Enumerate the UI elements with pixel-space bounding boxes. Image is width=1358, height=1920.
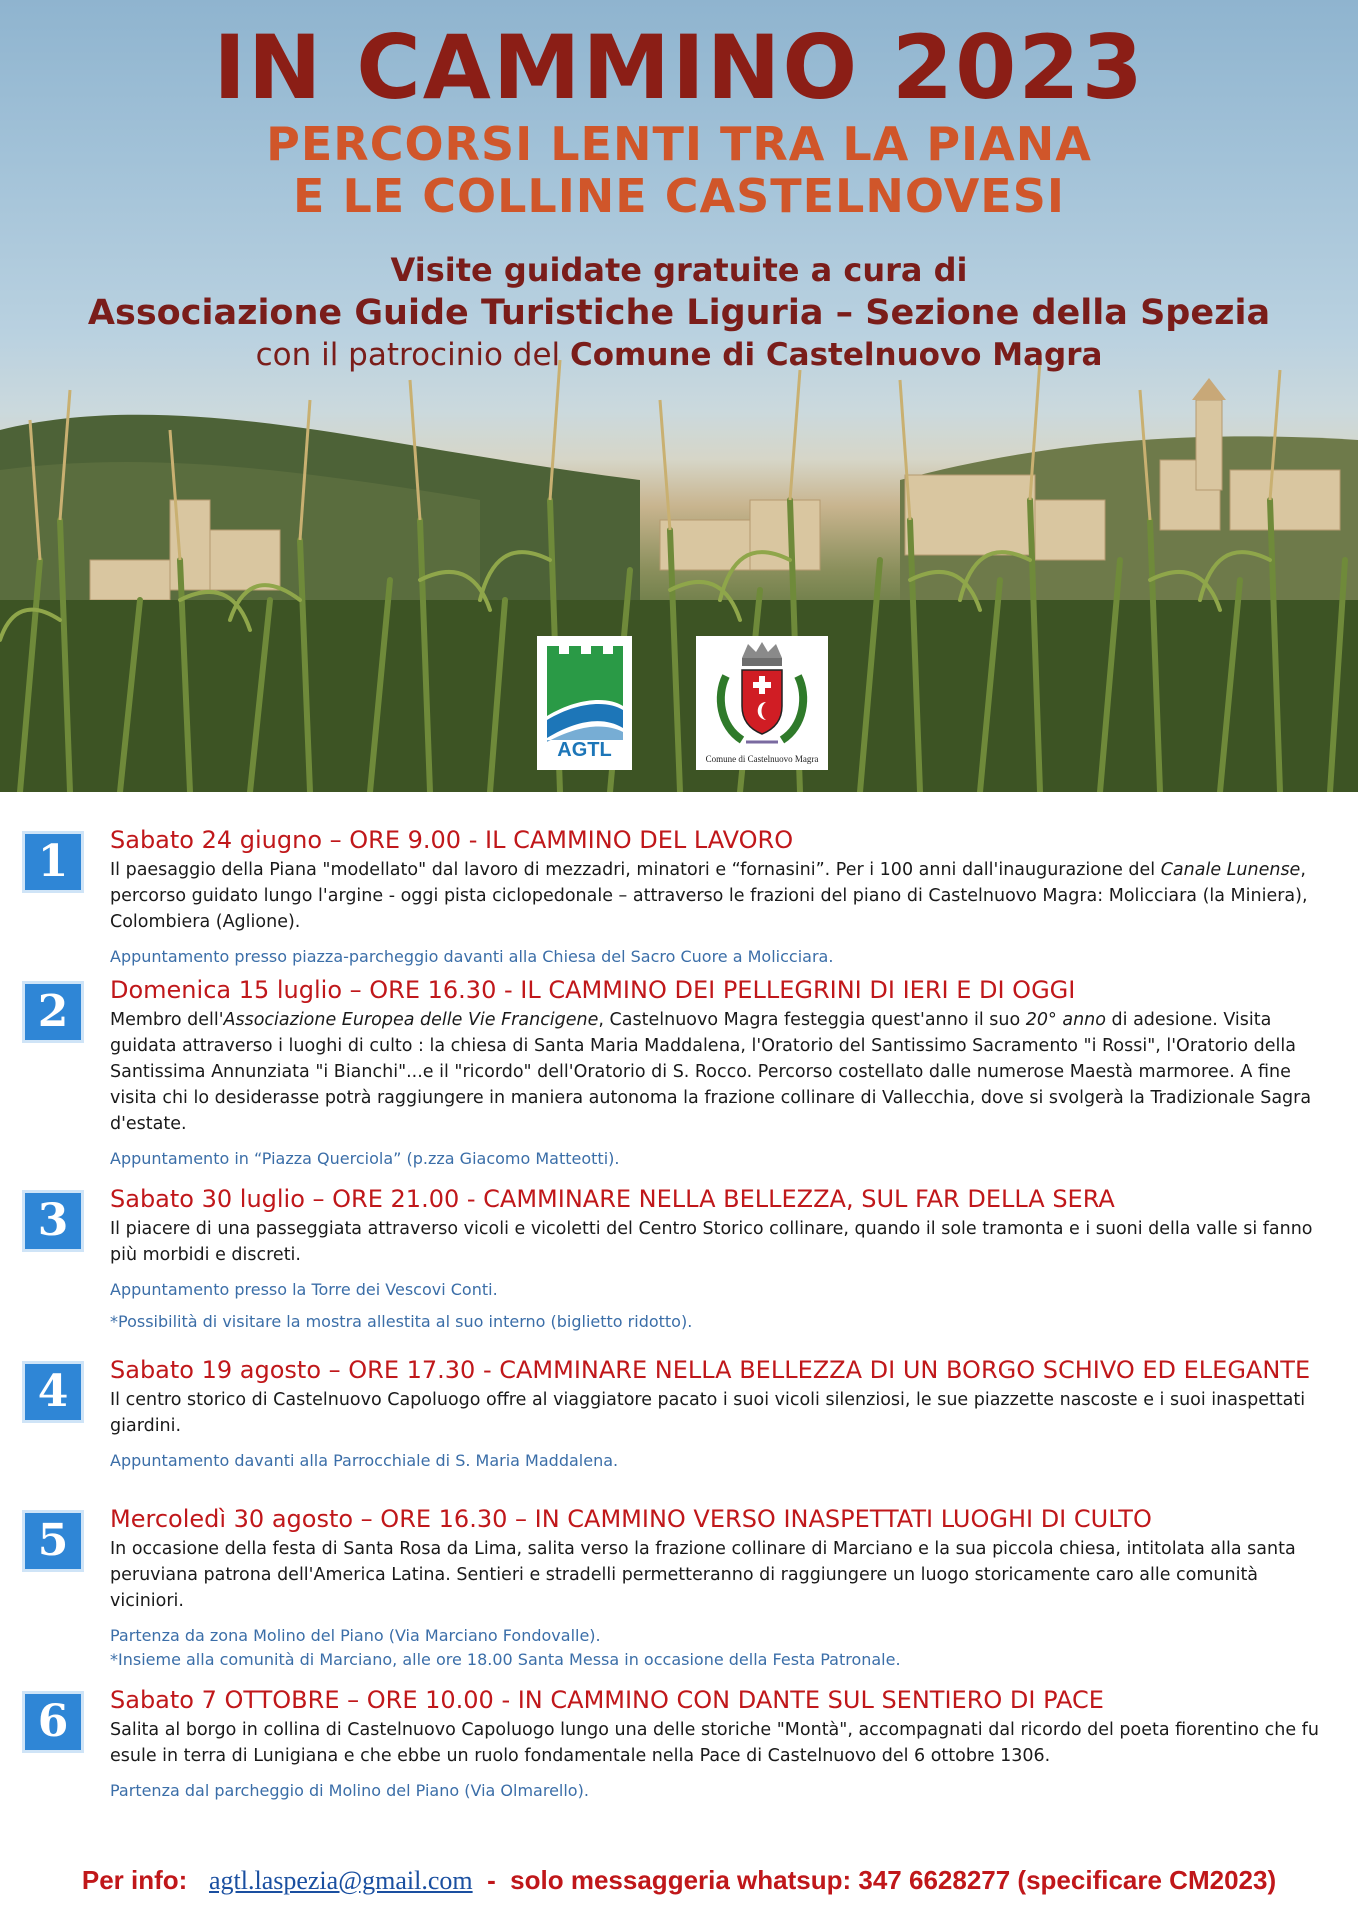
subtitle-line-1: PERCORSI LENTI TRA LA PIANA — [266, 117, 1092, 171]
intro-text: Visite guidate gratuite a cura di — [390, 251, 968, 289]
event-number-badge: 1 — [22, 831, 84, 893]
event-body — [110, 1685, 1336, 1803]
organizer-name: Associazione Guide Turistiche Liguria – Sezione della Spezia — [87, 293, 1271, 333]
event-title: Sabato 19 agosto – ORE 17.30 - CAMMINARE NELLA BELLEZZA DI UN BORGO SCHIVO ED ELEGANTE — [110, 1356, 1311, 1384]
event-description: Il piacere di una passeggiata attraverso vicoli e vicoletti del Centro Storico collinare, quando il sole tramonta e i suoni della valle si fanno più morbidi e discreti. — [110, 1219, 1313, 1265]
event-meeting-point: Partenza dal parcheggio di Molino del Piano (Via Olmarello). — [110, 1781, 589, 1800]
comune-logo-caption: Comune di Castelnuovo Magra — [705, 754, 819, 764]
event-description — [110, 1007, 1336, 1137]
poster-subtitle — [0, 118, 1358, 222]
event-meeting-point: Appuntamento davanti alla Parrocchiale di S. Maria Maddalena. — [110, 1451, 619, 1470]
event-description-text: , Castelnuovo Magra festeggia quest'anno il suo — [598, 1010, 1026, 1030]
event-number-badge: 3 — [22, 1190, 84, 1252]
event-meeting-point: Appuntamento in “Piazza Querciola” (p.zza Giacomo Matteotti). — [110, 1149, 620, 1168]
contact-prefix: Per info: — [81, 1865, 209, 1895]
contact-whatsapp: - solo messaggeria whatsup: 347 6628277 (specificare CM2023) — [472, 1865, 1277, 1895]
event-description-text: Il paesaggio della Piana "modellato" dal lavoro di mezzadri, minatori e “fornasini”. Per i 100 anni dall'inaugurazione del — [110, 860, 1161, 880]
event-extra-note: *Insieme alla comunità di Marciano, alle ore 18.00 Santa Messa in occasione della Festa Patronale. — [110, 1650, 901, 1669]
event-description-text: di adesione. Visita guidata attraverso i luoghi di culto : la chiesa di Santa Maria Maddalena, l'Oratorio del Santissimo Sacramento "i Rossi", l'Oratorio della Santissima Annunziata "i Bianchi"...e il "ricordo" dell'Oratorio di S. Rocco. Percorso costellato dalle numerose Maestà marmoree. A fine visita chi lo desiderasse potrà raggiungere in maniera autonoma la frazione collinare di Vallecchia, dove si svolgerà la Tradizionale Sagra d'estate. — [110, 1010, 1312, 1134]
coat-of-arms-icon — [696, 636, 828, 756]
event-description: Salita al borgo in collina di Castelnuovo Capoluogo lungo una delle storiche "Montà", accompagnati dal ricordo del poeta fiorentino che fu esule in terra di Lunigiana e che ebbe un ruolo fondamentale nella Pace di Castelnuovo del 6 ottobre 1306. — [110, 1720, 1319, 1766]
event-description-italic: Associazione Europea delle Vie Francigene — [223, 1010, 599, 1030]
event-title: Domenica 15 luglio – ORE 16.30 - IL CAMMINO DEI PELLEGRINI DI IERI E DI OGGI — [110, 976, 1076, 1004]
event-number-badge: 4 — [22, 1361, 84, 1423]
event-number-badge: 2 — [22, 981, 84, 1043]
event-title: Sabato 24 giugno – ORE 9.00 - IL CAMMINO DEL LAVORO — [110, 826, 794, 854]
event-body — [110, 1504, 1336, 1672]
contact-email-link[interactable]: agtl.laspezia@gmail.com — [208, 1866, 473, 1895]
event-title: Sabato 7 OTTOBRE – ORE 10.00 - IN CAMMINO CON DANTE SUL SENTIERO DI PACE — [110, 1686, 1104, 1714]
event-body — [110, 825, 1336, 969]
patronage-prefix: con il patrocinio del — [255, 337, 570, 373]
event-meeting-point: Appuntamento presso piazza-parcheggio davanti alla Chiesa del Sacro Cuore a Molicciara. — [110, 947, 834, 966]
event-body — [110, 1184, 1336, 1334]
event-title: Sabato 30 luglio – ORE 21.00 - CAMMINARE NELLA BELLEZZA, SUL FAR DELLA SERA — [110, 1185, 1115, 1213]
event-number-badge: 6 — [22, 1691, 84, 1753]
event-description: Il centro storico di Castelnuovo Capoluogo offre al viaggiatore pacato i suoi vicoli silenziosi, le sue piazzette nascoste e i suoi inaspettati giardini. — [110, 1390, 1306, 1436]
event-body — [110, 975, 1336, 1171]
patronage-entity: Comune di Castelnuovo Magra — [570, 337, 1103, 373]
event-body — [110, 1355, 1336, 1473]
event-description-text: Membro dell' — [110, 1010, 224, 1030]
event-description — [110, 857, 1336, 935]
comune-crest-logo — [696, 636, 828, 770]
event-extra-note: *Possibilità di visitare la mostra allestita al suo interno (biglietto ridotto). — [110, 1312, 693, 1331]
contact-footer — [0, 1862, 1358, 1899]
hero-banner — [0, 0, 1358, 792]
event-title: Mercoledì 30 agosto – ORE 16.30 – IN CAMMINO VERSO INASPETTATI LUOGHI DI CULTO — [110, 1505, 1152, 1533]
event-meeting-point: Partenza da zona Molino del Piano (Via Marciano Fondovalle). — [110, 1626, 601, 1645]
patronage-line — [0, 335, 1358, 375]
event-meeting-point: Appuntamento presso la Torre dei Vescovi Conti. — [110, 1280, 498, 1299]
agtl-logo — [537, 636, 632, 770]
poster-title: IN CAMMINO 2023 — [213, 16, 1145, 119]
event-description-text: , percorso guidato lungo l'argine - oggi pista ciclopedonale – attraverso le frazioni del piano di Castelnuovo Magra: Molicciara (la Miniera), Colombiera (Aglione). — [110, 860, 1308, 932]
event-description-italic: Canale Lunense — [1160, 860, 1301, 880]
event-number-badge: 5 — [22, 1510, 84, 1572]
subtitle-line-2: E LE COLLINE CASTELNOVESI — [293, 169, 1065, 223]
agtl-logo-text: AGTL — [557, 739, 612, 761]
event-description-italic: 20° anno — [1025, 1010, 1106, 1030]
event-description: In occasione della festa di Santa Rosa da Lima, salita verso la frazione collinare di Marciano e la sua piccola chiesa, intitolata alla santa peruviana patrona dell'America Latina. Sentieri e stradelli permetteranno di raggiungere un luogo storicamente caro alle comunità viciniori. — [110, 1539, 1296, 1611]
